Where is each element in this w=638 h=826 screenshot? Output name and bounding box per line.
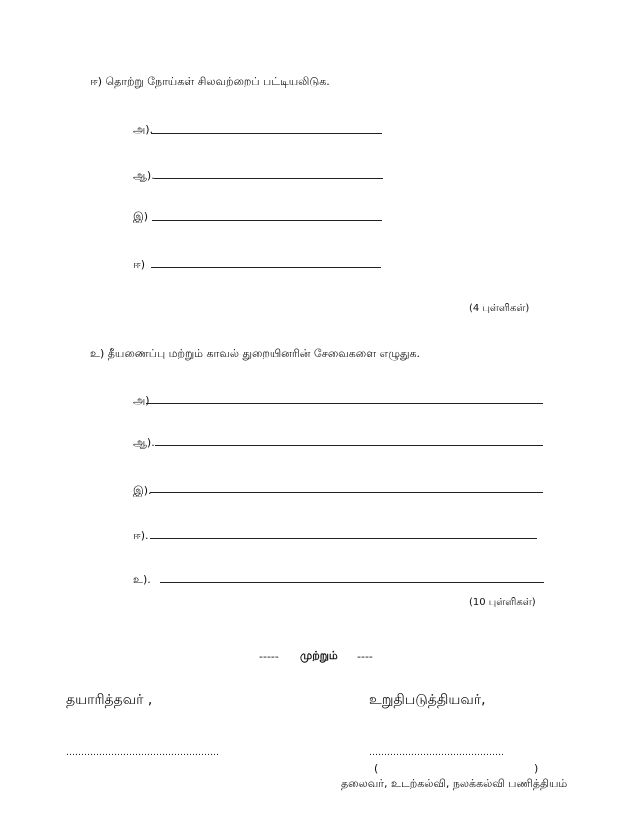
answer-line: [160, 582, 544, 583]
prepared-by-signature-dots: ……………………………………………: [66, 748, 219, 758]
marks-4: (4 புள்ளிகள்): [469, 303, 530, 314]
answer-line: [154, 178, 383, 179]
question-u-text: உ) தீயணைப்பு மற்றும் காவல் துறையினரின் சேவைகளை எழுதுக.: [90, 347, 421, 360]
open-paren: (: [374, 762, 379, 775]
answer-label-i: இ): [133, 210, 148, 223]
answer-label-u: உ).: [133, 573, 151, 586]
close-paren: ): [534, 762, 539, 775]
designation-text: தலைவர், உடற்கல்வி, நலக்கல்வி பணித்தியம்: [341, 777, 568, 790]
answer-line: [146, 403, 543, 404]
answer-label-ee: ஈ).: [133, 529, 149, 542]
verified-by-signature-dots: ………………………………………: [369, 748, 504, 758]
answer-line: [152, 220, 382, 221]
answer-line: [150, 538, 537, 539]
answer-label-a: அ).: [133, 123, 154, 136]
end-dashes-left: -----: [259, 650, 279, 663]
answer-label-aa: ஆ).: [133, 169, 155, 182]
question-e-text: ஈ) தொற்று நோய்கள் சிலவற்றைப் பட்டியலிடுக.: [90, 75, 330, 88]
answer-label-aa: ஆ).: [133, 436, 155, 449]
answer-label-ee: ஈ): [133, 258, 146, 271]
answer-label-a: அ): [133, 394, 150, 407]
answer-line: [151, 133, 382, 134]
answer-line: [155, 445, 543, 446]
answer-line: [151, 267, 381, 268]
answer-label-i: இ).: [133, 484, 152, 497]
marks-10: (10 புள்ளிகள்): [469, 597, 536, 608]
end-dashes-right: ----: [357, 650, 373, 663]
answer-line: [150, 492, 543, 493]
prepared-by-label: தயாரித்தவர் ,: [66, 692, 153, 708]
verified-by-label: உறுதிபடுத்தியவர்,: [369, 692, 486, 708]
end-word: முற்றும்: [300, 649, 338, 662]
